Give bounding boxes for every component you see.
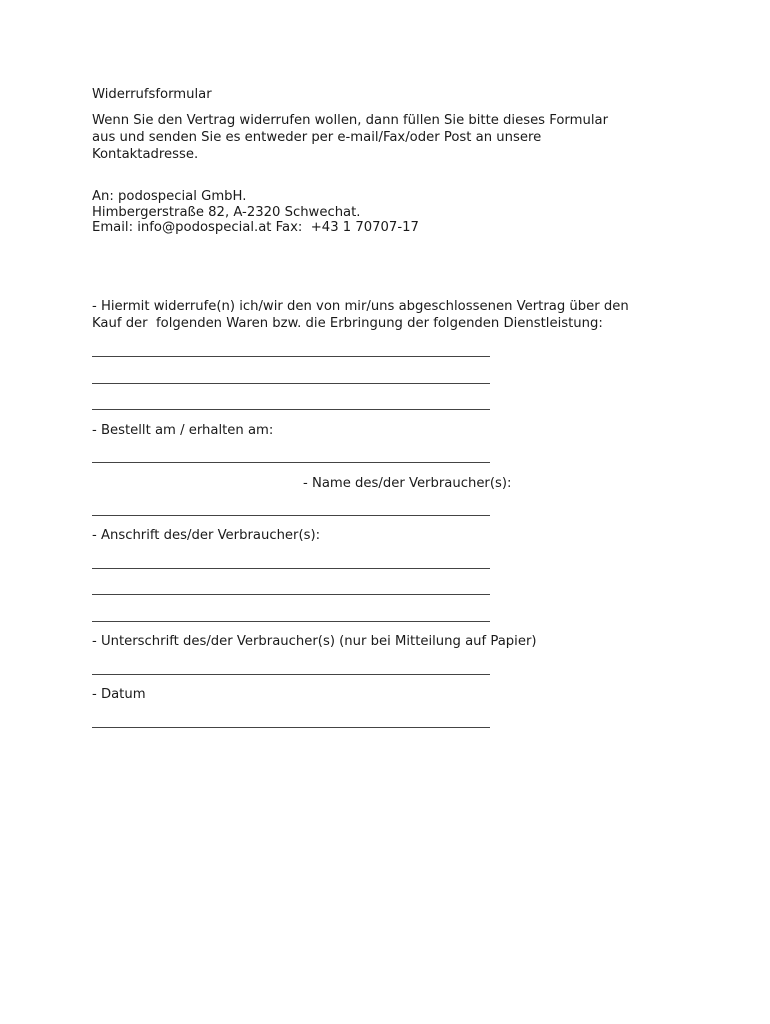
consumer-address-label: - Anschrift des/der Verbraucher(s): <box>92 528 321 543</box>
intro-line: Wenn Sie den Vertrag widerrufen wollen, dann füllen Sie bitte dieses Formular <box>92 113 608 128</box>
goods-blank-line[interactable] <box>92 356 490 357</box>
address-line: An: podospecial GmbH. <box>92 189 247 204</box>
address-line: Himbergerstraße 82, A-2320 Schwechat. <box>92 205 361 220</box>
intro-line: aus und senden Sie es entweder per e-mail/Fax/oder Post an unsere <box>92 130 542 145</box>
address-line: Email: info@podospecial.at Fax: +43 1 70707-17 <box>92 220 419 235</box>
consumer-address-blank-line[interactable] <box>92 594 490 595</box>
consumer-name-label: - Name des/der Verbraucher(s): <box>303 476 512 491</box>
consumer-address-blank-line[interactable] <box>92 568 490 569</box>
signature-label: - Unterschrift des/der Verbraucher(s) (nur bei Mitteilung auf Papier) <box>92 634 537 649</box>
date-blank-line[interactable] <box>92 727 490 728</box>
document-title: Widerrufsformular <box>92 87 212 102</box>
consumer-name-blank-line[interactable] <box>92 515 490 516</box>
consumer-address-blank-line[interactable] <box>92 621 490 622</box>
intro-line: Kontaktadresse. <box>92 147 199 162</box>
date-label: - Datum <box>92 687 146 702</box>
declaration-line: Kauf der folgenden Waren bzw. die Erbringung der folgenden Dienstleistung: <box>92 316 603 331</box>
declaration-line: - Hiermit widerrufe(n) ich/wir den von mir/uns abgeschlossenen Vertrag über den <box>92 299 629 314</box>
ordered-received-blank-line[interactable] <box>92 462 490 463</box>
goods-blank-line[interactable] <box>92 409 490 410</box>
ordered-received-label: - Bestellt am / erhalten am: <box>92 423 274 438</box>
goods-blank-line[interactable] <box>92 383 490 384</box>
signature-blank-line[interactable] <box>92 674 490 675</box>
